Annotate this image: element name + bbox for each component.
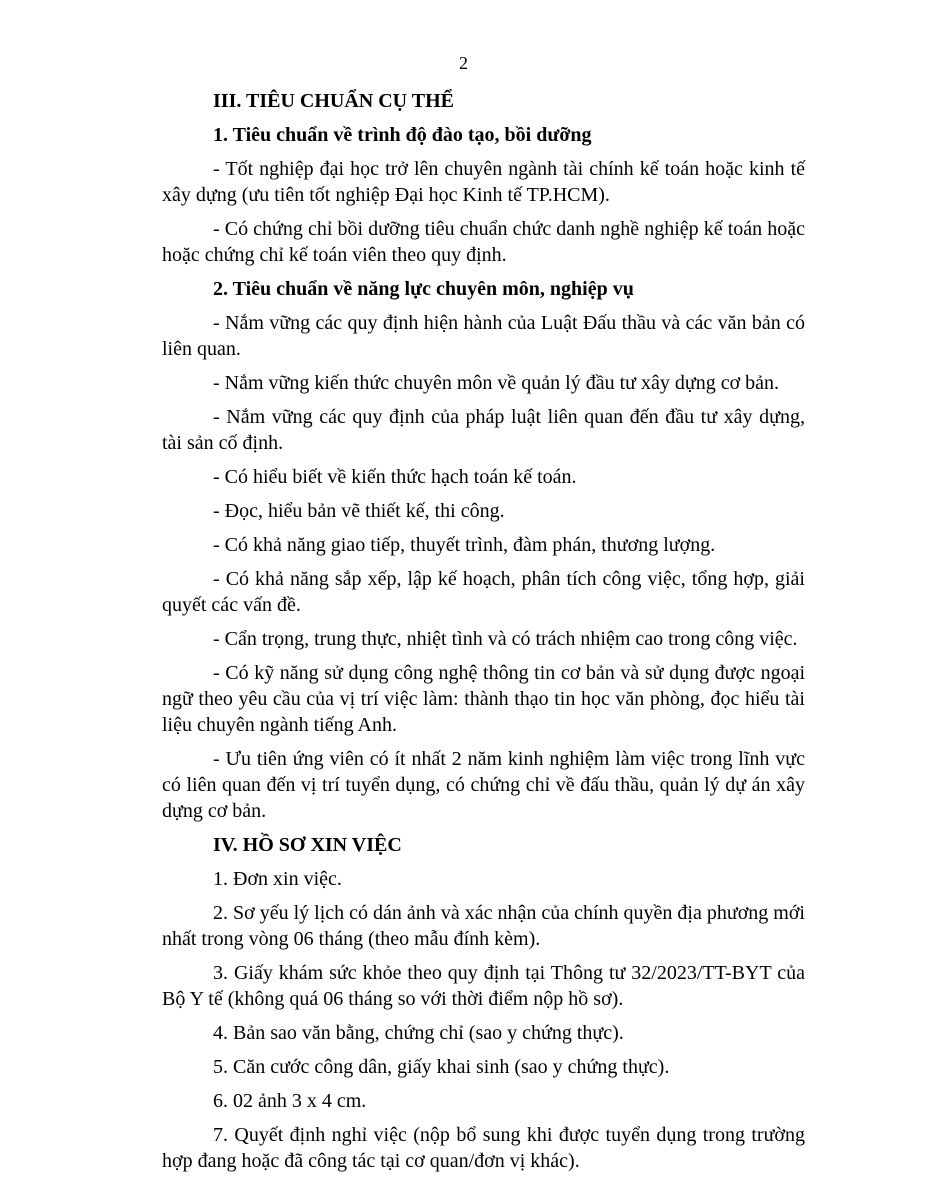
list-item: 7. Quyết định nghỉ việc (nộp bổ sung khi được tuyển dụng trong trường hợp đang hoặc đã công tác tại cơ quan/đơn vị khác). (162, 1124, 805, 1172)
section-heading-application: IV. HỒ SƠ XIN VIỆC (213, 834, 402, 856)
list-item: 3. Giấy khám sức khỏe theo quy định tại Thông tư 32/2023/TT-BYT của Bộ Y tế (không quá 06 tháng so với thời điểm nộp hồ sơ). (162, 962, 805, 1010)
subsection-heading-competence: 2. Tiêu chuẩn về năng lực chuyên môn, nghiệp vụ (213, 278, 634, 300)
section-heading-standards: III. TIÊU CHUẨN CỤ THỂ (213, 90, 454, 112)
paragraph: - Nắm vững các quy định của pháp luật liên quan đến đầu tư xây dựng, tài sản cố định. (162, 406, 805, 454)
paragraph: - Ưu tiên ứng viên có ít nhất 2 năm kinh nghiệm làm việc trong lĩnh vực có liên quan đến vị trí tuyển dụng, có chứng chỉ về đấu thầu, quản lý dự án xây dựng cơ bản. (162, 748, 805, 822)
paragraph: - Đọc, hiểu bản vẽ thiết kế, thi công. (213, 500, 505, 522)
paragraph: - Có chứng chỉ bồi dưỡng tiêu chuẩn chức danh nghề nghiệp kế toán hoặc hoặc chứng chỉ kế toán viên theo quy định. (162, 218, 805, 266)
list-item: 4. Bản sao văn bằng, chứng chỉ (sao y chứng thực). (213, 1022, 624, 1044)
page-number: 2 (459, 53, 468, 73)
list-item: 5. Căn cước công dân, giấy khai sinh (sao y chứng thực). (213, 1056, 670, 1078)
paragraph: - Tốt nghiệp đại học trở lên chuyên ngành tài chính kế toán hoặc kinh tế xây dựng (ưu tiên tốt nghiệp Đại học Kinh tế TP.HCM). (162, 158, 805, 206)
list-item: 6. 02 ảnh 3 x 4 cm. (213, 1090, 367, 1112)
list-item: 1. Đơn xin việc. (213, 868, 342, 890)
paragraph: - Có hiểu biết về kiến thức hạch toán kế toán. (213, 466, 577, 488)
document-body (162, 88, 805, 1182)
list-item: 2. Sơ yếu lý lịch có dán ảnh và xác nhận của chính quyền địa phương mới nhất trong vòng 06 tháng (theo mẫu đính kèm). (162, 902, 805, 950)
paragraph: - Có khả năng giao tiếp, thuyết trình, đàm phán, thương lượng. (213, 534, 716, 556)
paragraph: - Có khả năng sắp xếp, lập kế hoạch, phân tích công việc, tổng hợp, giải quyết các vấn đề. (162, 568, 805, 616)
paragraph: - Có kỹ năng sử dụng công nghệ thông tin cơ bản và sử dụng được ngoại ngữ theo yêu cầu của vị trí việc làm: thành thạo tin học văn phòng, đọc hiểu tài liệu chuyên ngành tiếng Anh. (162, 662, 805, 736)
paragraph: - Cẩn trọng, trung thực, nhiệt tình và có trách nhiệm cao trong công việc. (213, 628, 798, 650)
paragraph: - Nắm vững các quy định hiện hành của Luật Đấu thầu và các văn bản có liên quan. (162, 312, 805, 360)
subsection-heading-training: 1. Tiêu chuẩn về trình độ đào tạo, bồi dưỡng (213, 124, 592, 146)
paragraph: - Nắm vững kiến thức chuyên môn về quản lý đầu tư xây dựng cơ bản. (213, 372, 780, 394)
